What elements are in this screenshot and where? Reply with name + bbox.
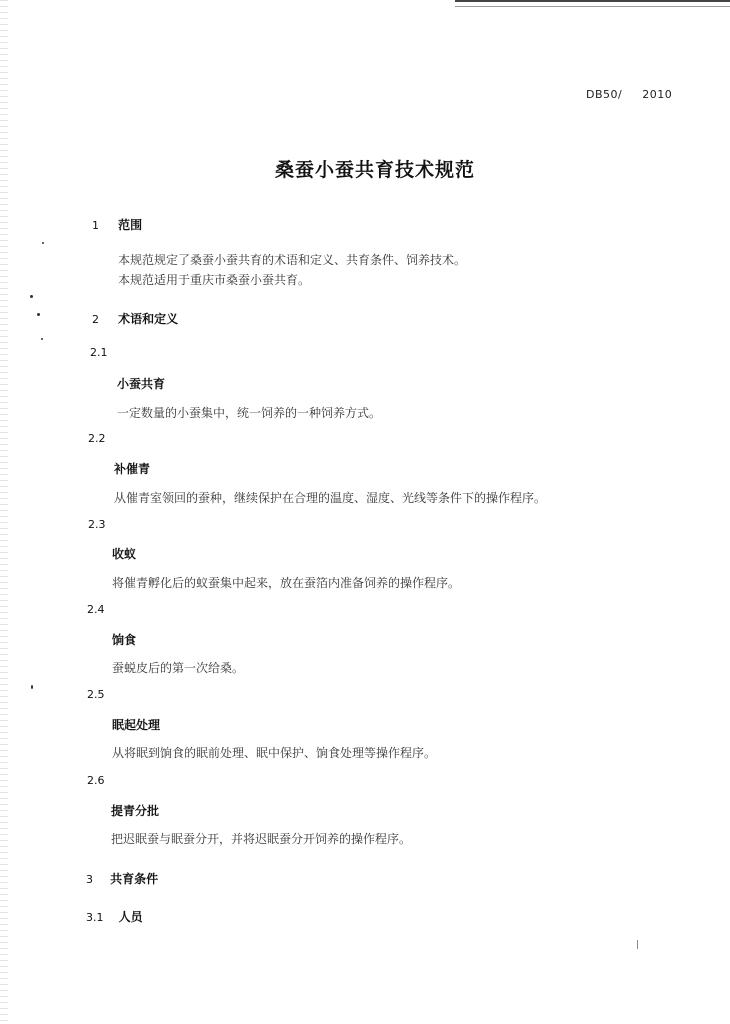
term-number: 2.6	[87, 774, 105, 787]
subsection-title: 人员	[118, 910, 143, 924]
term-definition: 蚕蜕皮后的第一次给桑。	[112, 661, 245, 675]
scope-line-1: 本规范规定了桑蚕小蚕共育的术语和定义、共育条件、饲养技术。	[118, 253, 467, 267]
section-number: 2	[92, 313, 99, 326]
term-number: 2.1	[90, 346, 108, 359]
term-definition: 将催青孵化后的蚁蚕集中起来，放在蚕箔内准备饲养的操作程序。	[112, 576, 461, 590]
scope-line-2: 本规范适用于重庆市桑蚕小蚕共育。	[118, 273, 311, 287]
scan-speck	[31, 685, 33, 689]
scan-mark	[637, 940, 638, 949]
term-number: 2.3	[88, 518, 106, 531]
section-title: 术语和定义	[118, 312, 179, 326]
scan-speck	[30, 295, 33, 298]
term-name: 补催青	[114, 462, 151, 476]
term-definition: 从将眠到饷食的眠前处理、眠中保护、饷食处理等操作程序。	[112, 746, 437, 760]
term-definition: 一定数量的小蚕集中，统一饲养的一种饲养方式。	[117, 406, 382, 420]
term-name: 眠起处理	[112, 718, 161, 732]
term-definition: 从催青室领回的蚕种，继续保护在合理的温度、湿度、光线等条件下的操作程序。	[114, 491, 547, 505]
term-name: 提青分批	[111, 804, 160, 818]
term-name: 收蚁	[112, 547, 137, 561]
term-name: 饷食	[112, 633, 137, 647]
scan-edge	[0, 0, 8, 1024]
scan-speck	[37, 313, 40, 316]
header-rule	[455, 0, 730, 7]
standard-code: DB50/ 2010	[586, 88, 673, 101]
section-title: 范围	[118, 218, 143, 232]
section-title: 共育条件	[110, 872, 159, 886]
section-number: 3	[86, 873, 93, 886]
section-1-heading	[92, 214, 142, 233]
scan-speck	[42, 242, 44, 244]
subsection-number: 3.1	[86, 911, 104, 924]
section-2-heading	[92, 308, 178, 327]
term-name: 小蚕共育	[117, 377, 166, 391]
term-number: 2.5	[87, 688, 105, 701]
page-title: 桑蚕小蚕共育技术规范	[274, 159, 475, 181]
term-number: 2.4	[87, 603, 105, 616]
section-3-heading	[86, 868, 158, 887]
subsection-3-1-heading	[86, 906, 143, 925]
term-number: 2.2	[88, 432, 106, 445]
term-definition: 把迟眠蚕与眠蚕分开，并将迟眠蚕分开饲养的操作程序。	[111, 832, 412, 846]
scan-speck	[41, 338, 43, 340]
section-number: 1	[92, 219, 99, 232]
